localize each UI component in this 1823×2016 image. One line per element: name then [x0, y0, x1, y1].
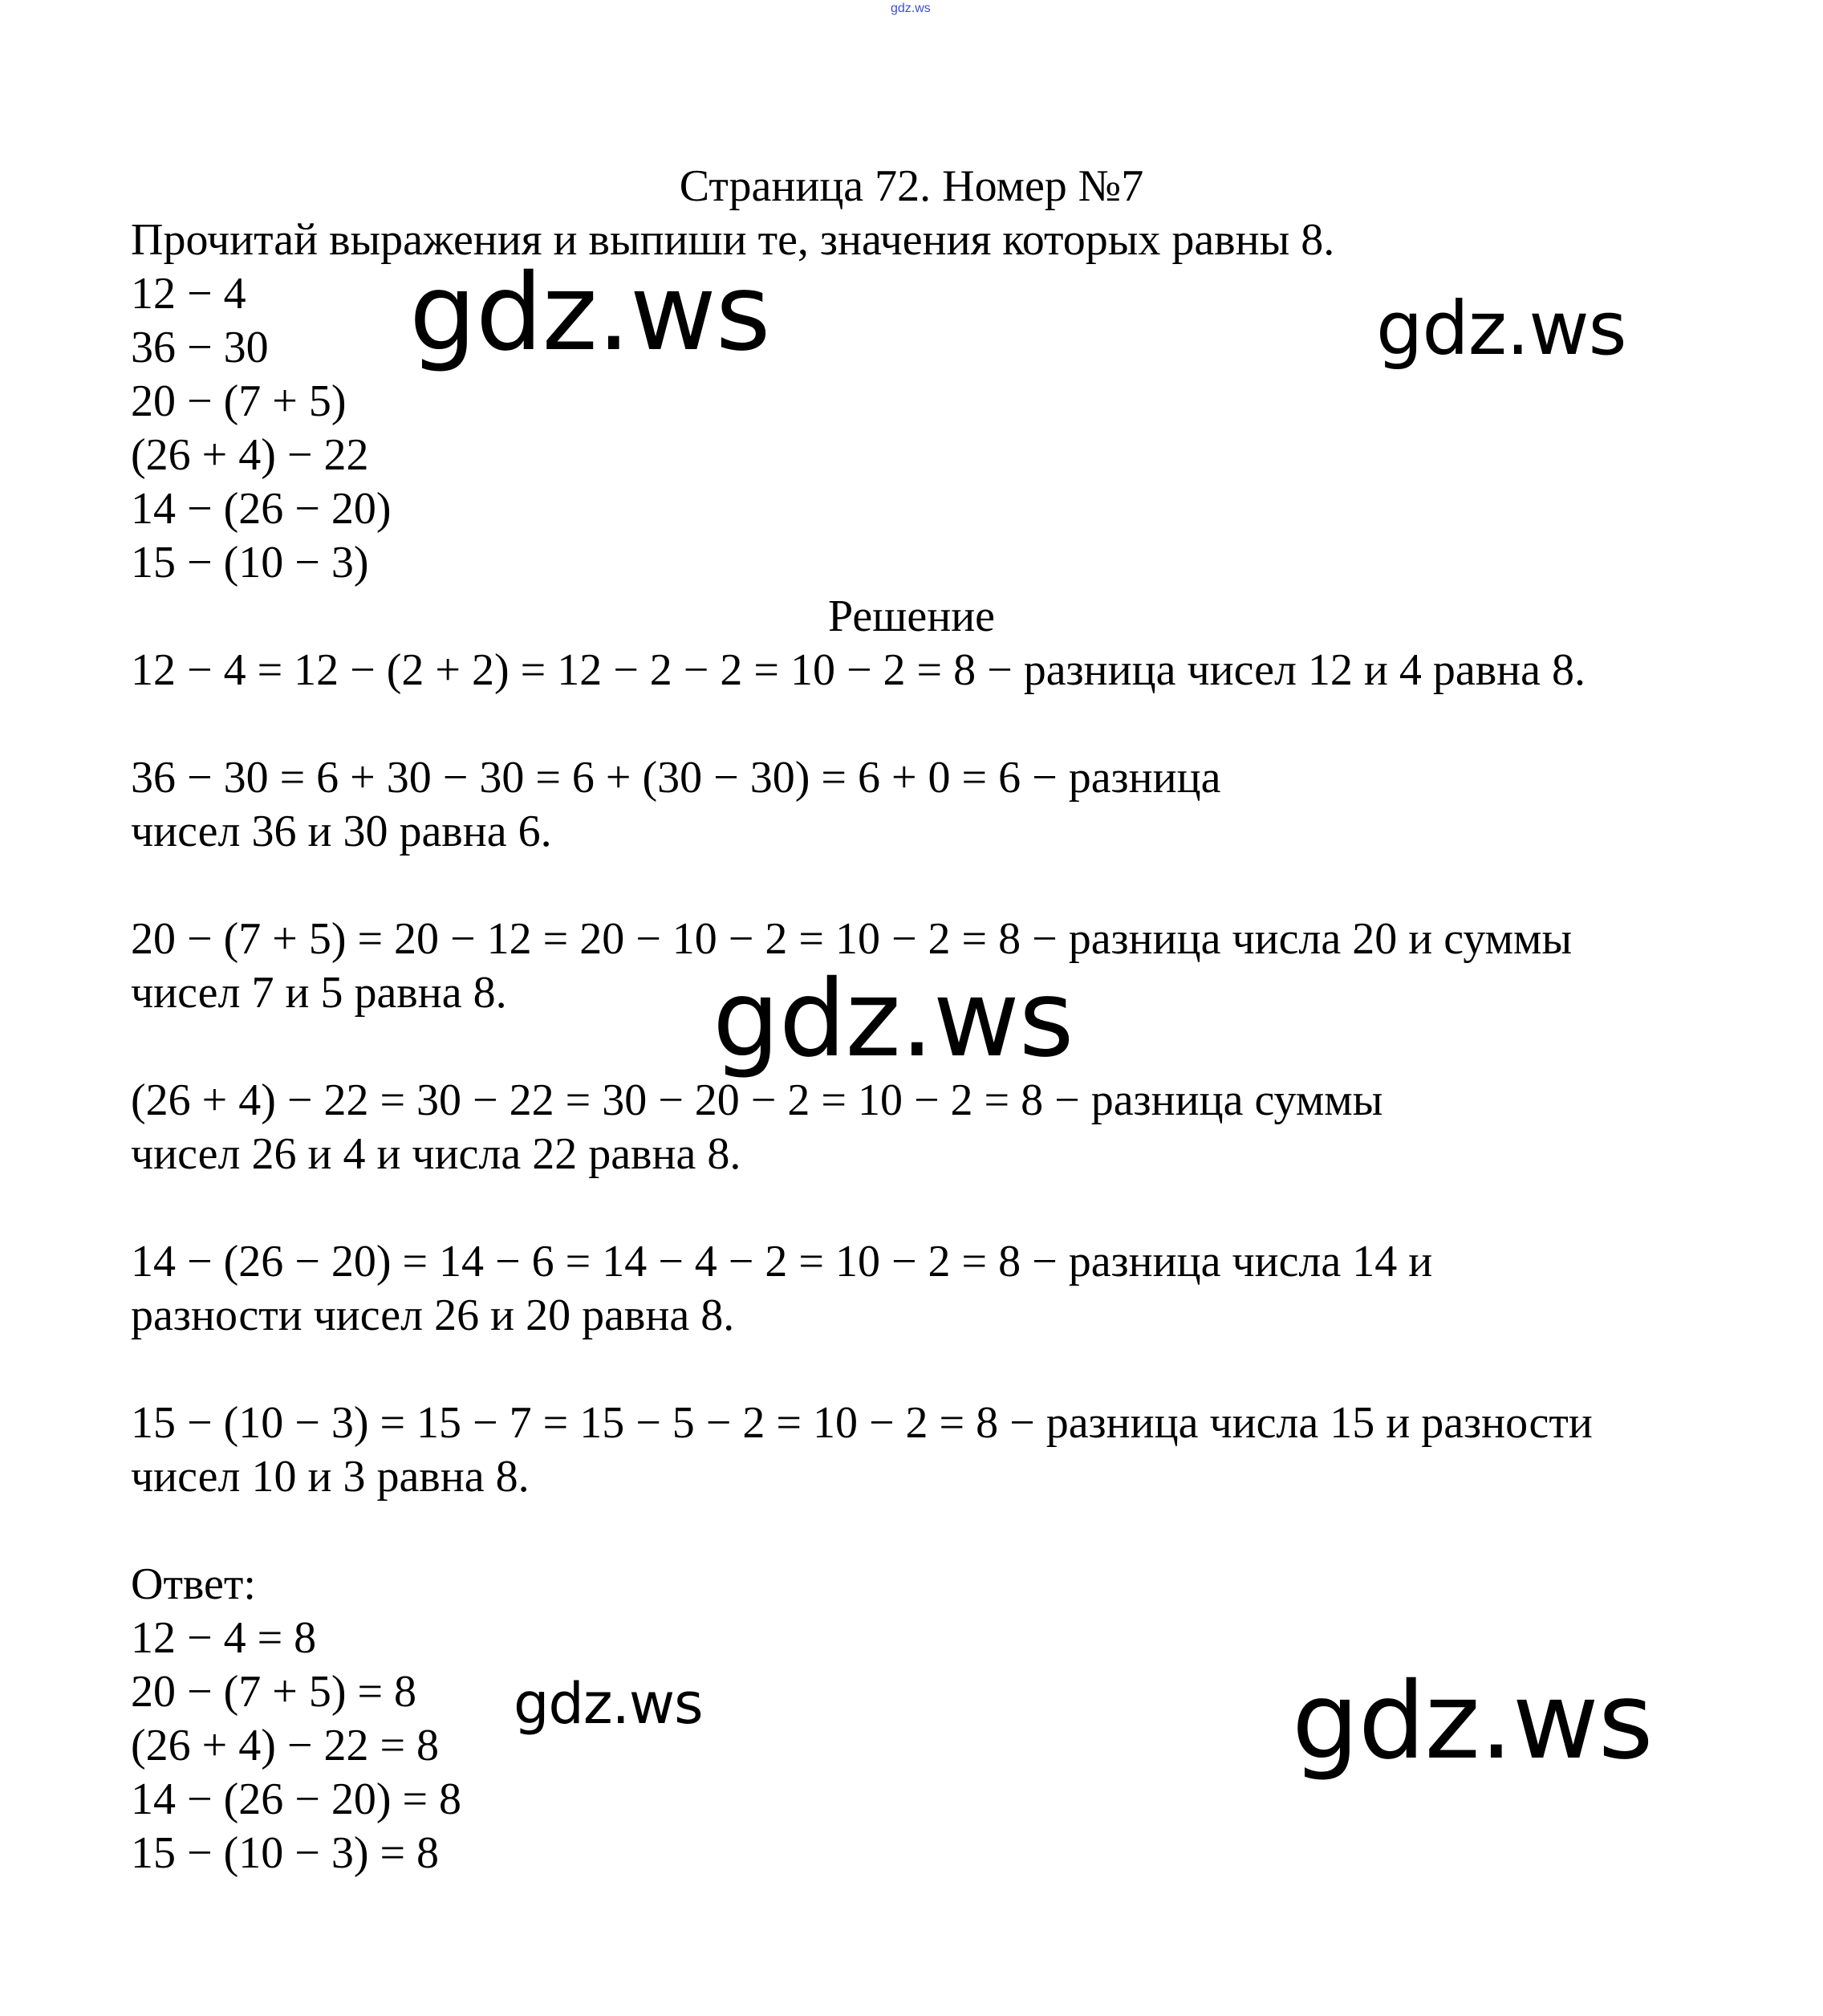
top-watermark: gdz.ws — [891, 2, 931, 15]
solution-line: (26 + 4) − 22 = 30 − 22 = 30 − 20 − 2 = 10 − 2 = 8 − разница суммы — [131, 1075, 1383, 1125]
task-text: Прочитай выражения и выпиши те, значения которых равны 8. — [131, 215, 1335, 265]
solution-line: 20 − (7 + 5) = 20 − 12 = 20 − 10 − 2 = 10 − 2 = 8 − разница числа 20 и суммы — [131, 914, 1573, 964]
expression-item: 20 − (7 + 5) — [131, 376, 347, 426]
solution-line: чисел 26 и 4 и числа 22 равна 8. — [131, 1129, 741, 1179]
answer-line: 12 − 4 = 8 — [131, 1613, 317, 1663]
solution-line: разности чисел 26 и 20 равна 8. — [131, 1290, 735, 1340]
solution-line: 15 − (10 − 3) = 15 − 7 = 15 − 5 − 2 = 10 − 2 = 8 − разница числа 15 и разности — [131, 1398, 1593, 1448]
expression-item: 36 − 30 — [131, 323, 269, 372]
answer-line: (26 + 4) − 22 = 8 — [131, 1721, 440, 1770]
solution-line: чисел 10 и 3 равна 8. — [131, 1452, 530, 1502]
watermark-logo: gdz.ws — [409, 251, 770, 375]
answer-line: 14 − (26 − 20) = 8 — [131, 1774, 462, 1824]
solution-line: 36 − 30 = 6 + 30 − 30 = 6 + (30 − 30) = 6 + 0 = 6 − разница — [131, 753, 1221, 803]
answer-line: 15 − (10 − 3) = 8 — [131, 1828, 440, 1878]
solution-line: чисел 36 и 30 равна 6. — [131, 807, 552, 856]
watermark-logo: gdz.ws — [1292, 1660, 1653, 1783]
expression-item: 12 − 4 — [131, 269, 246, 319]
expression-item: 14 − (26 − 20) — [131, 484, 392, 534]
solution-line: чисел 7 и 5 равна 8. — [131, 968, 507, 1018]
solution-heading: Решение — [827, 591, 996, 641]
expression-item: (26 + 4) − 22 — [131, 430, 369, 480]
expression-item: 15 − (10 − 3) — [131, 538, 369, 587]
solution-line: 12 − 4 = 12 − (2 + 2) = 12 − 2 − 2 = 10 − 2 = 8 − разница чисел 12 и 4 равна 8. — [131, 645, 1585, 695]
watermark-logo: gdz.ws — [1376, 286, 1626, 372]
watermark-logo: gdz.ws — [514, 1671, 703, 1737]
answer-line: 20 − (7 + 5) = 8 — [131, 1667, 417, 1717]
page-title: Страница 72. Номер №7 — [679, 161, 1144, 211]
watermark-logo: gdz.ws — [713, 957, 1074, 1081]
solution-line: 14 − (26 − 20) = 14 − 6 = 14 − 4 − 2 = 10 − 2 = 8 − разница числа 14 и — [131, 1237, 1433, 1286]
answer-label: Ответ: — [131, 1559, 256, 1609]
